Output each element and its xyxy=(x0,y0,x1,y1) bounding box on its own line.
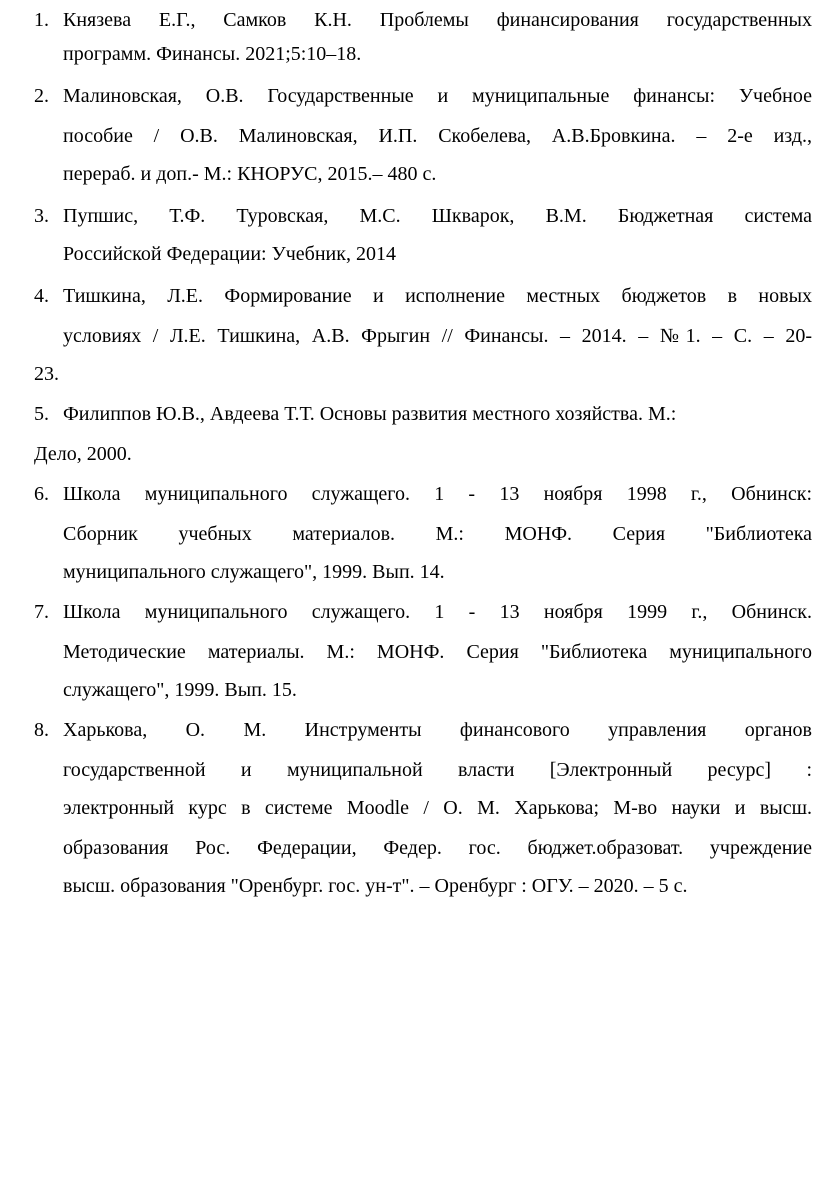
reference-number: 5. xyxy=(34,403,49,425)
reference-line: Малиновская, О.В. Государственные и муниципальные финансы: Учебное xyxy=(63,85,812,107)
reference-line: Школа муниципального служащего. 1 - 13 ноября 1999 г., Обнинск. xyxy=(63,601,812,623)
reference-line: 23. xyxy=(34,363,59,385)
reference-line: Филиппов Ю.В., Авдеева Т.Т. Основы развития местного хозяйства. М.: xyxy=(63,403,677,425)
reference-line: высш. образования "Оренбург. гос. ун-т". – Оренбург : ОГУ. – 2020. – 5 с. xyxy=(63,875,688,897)
reference-line: пособие / О.В. Малиновская, И.П. Скобелева, А.В.Бровкина. – 2-е изд., xyxy=(63,125,812,147)
reference-number: 6. xyxy=(34,483,49,505)
reference-line: условиях / Л.Е. Тишкина, А.В. Фрыгин // Финансы. – 2014. – №1. – С. – 20- xyxy=(63,325,812,347)
reference-line: Дело, 2000. xyxy=(34,443,132,465)
reference-line: Школа муниципального служащего. 1 - 13 ноября 1998 г., Обнинск: xyxy=(63,483,812,505)
reference-line: электронный курс в системе Moodle / О. М. Харькова; М-во науки и высш. xyxy=(63,797,812,819)
reference-number: 3. xyxy=(34,205,49,227)
reference-line: Сборник учебных материалов. М.: МОНФ. Серия "Библиотека xyxy=(63,523,812,545)
reference-number: 2. xyxy=(34,85,49,107)
reference-number: 1. xyxy=(34,9,49,31)
reference-line: служащего", 1999. Вып. 15. xyxy=(63,679,297,701)
reference-line: муниципального служащего", 1999. Вып. 14. xyxy=(63,561,445,583)
reference-line: Методические материалы. М.: МОНФ. Серия "Библиотека муниципального xyxy=(63,641,812,663)
reference-line: Князева Е.Г., Самков К.Н. Проблемы финансирования государственных xyxy=(63,9,812,31)
reference-number: 7. xyxy=(34,601,49,623)
reference-number: 4. xyxy=(34,285,49,307)
reference-line: Пупшис, Т.Ф. Туровская, М.С. Шкварок, В.М. Бюджетная система xyxy=(63,205,812,227)
reference-line: Российской Федерации: Учебник, 2014 xyxy=(63,243,396,265)
reference-number: 8. xyxy=(34,719,49,741)
reference-line: образования Рос. Федерации, Федер. гос. бюджет.образоват. учреждение xyxy=(63,837,812,859)
reference-line: перераб. и доп.- М.: КНОРУС, 2015.– 480 с. xyxy=(63,163,437,185)
reference-line: Харькова, О. М. Инструменты финансового управления органов xyxy=(63,719,812,741)
reference-line: государственной и муниципальной власти [Электронный ресурс] : xyxy=(63,759,812,781)
reference-line: Тишкина, Л.Е. Формирование и исполнение местных бюджетов в новых xyxy=(63,285,812,307)
reference-line: программ. Финансы. 2021;5:10–18. xyxy=(63,43,362,65)
